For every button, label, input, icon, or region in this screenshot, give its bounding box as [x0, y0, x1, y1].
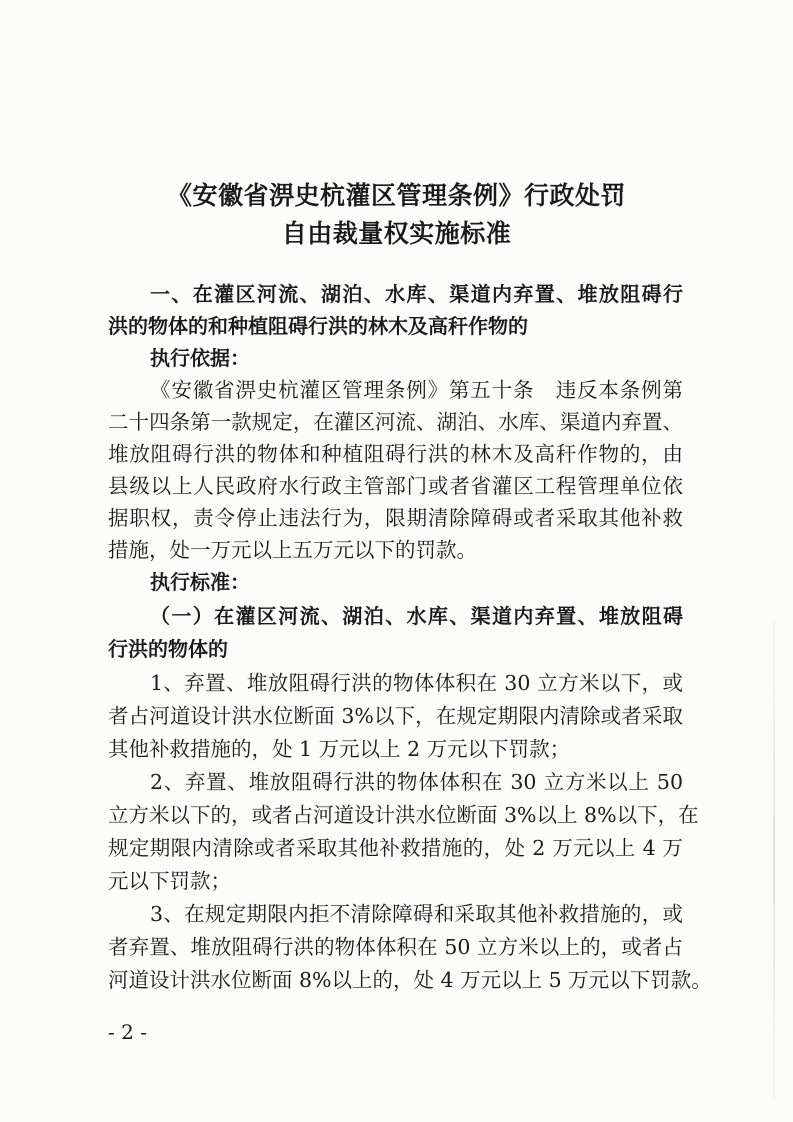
basis-label: 执行依据：	[150, 346, 250, 370]
item-3-line: 3、在规定期限内拒不清除障碍和采取其他补救措施的，或	[150, 902, 683, 926]
basis-paragraph-line: 措施，处一万元以上五万元以下的罚款。	[108, 538, 477, 562]
item-2-line: 元以下罚款；	[108, 869, 231, 893]
scan-edge-shadow	[773, 620, 775, 1100]
item-2-line: 2、弃置、堆放阻碍行洪的物体体积在 30 立方米以上 50	[150, 770, 683, 794]
item-2-line: 规定期限内清除或者采取其他补救措施的，处 2 万元以上 4 万	[108, 836, 683, 860]
section-heading-line-2: 洪的物体的和种植阻碍行洪的林木及高秆作物的	[108, 314, 528, 338]
basis-paragraph-line: 堆放阻碍行洪的物体和种植阻碍行洪的林木及高秆作物的，由	[108, 442, 683, 466]
document-title-line-1: 《安徽省淠史杭灌区管理条例》行政处罚	[166, 181, 626, 210]
page-number: - 2 -	[108, 1020, 147, 1044]
basis-paragraph-line: 县级以上人民政府水行政主管部门或者省灌区工程管理单位依	[108, 474, 683, 498]
basis-paragraph-line: 据职权，责令停止违法行为，限期清除障碍或者采取其他补救	[108, 506, 683, 530]
item-3-line: 河道设计洪水位断面 8%以上的，处 4 万元以上 5 万元以下罚款。	[108, 968, 712, 992]
item-3-line: 者弃置、堆放阻碍行洪的物体体积在 50 立方米以上的，或者占	[108, 935, 683, 959]
subsection-heading-line-1: （一）在灌区河流、湖泊、水库、渠道内弃置、堆放阻碍	[150, 604, 683, 628]
document-title-line-2: 自由裁量权实施标准	[281, 219, 512, 248]
basis-paragraph-line: 《安徽省淠史杭灌区管理条例》第五十条 违反本条例第	[150, 378, 683, 402]
standard-label: 执行标准：	[150, 570, 250, 594]
item-1-line: 其他补救措施的，处 1 万元以上 2 万元以下罚款；	[108, 737, 571, 761]
item-2-line: 立方米以下的，或者占河道设计洪水位断面 3%以上 8%以下，在	[108, 803, 699, 827]
item-1-line: 1、弃置、堆放阻碍行洪的物体体积在 30 立方米以下，或	[150, 671, 683, 695]
subsection-heading-line-2: 行洪的物体的	[108, 637, 228, 661]
item-1-line: 者占河道设计洪水位断面 3%以下，在规定期限内清除或者采取	[108, 704, 683, 728]
section-heading-line-1: 一、在灌区河流、湖泊、水库、渠道内弃置、堆放阻碍行	[150, 282, 683, 306]
basis-paragraph-line: 二十四条第一款规定，在灌区河流、湖泊、水库、渠道内弃置、	[108, 410, 683, 434]
